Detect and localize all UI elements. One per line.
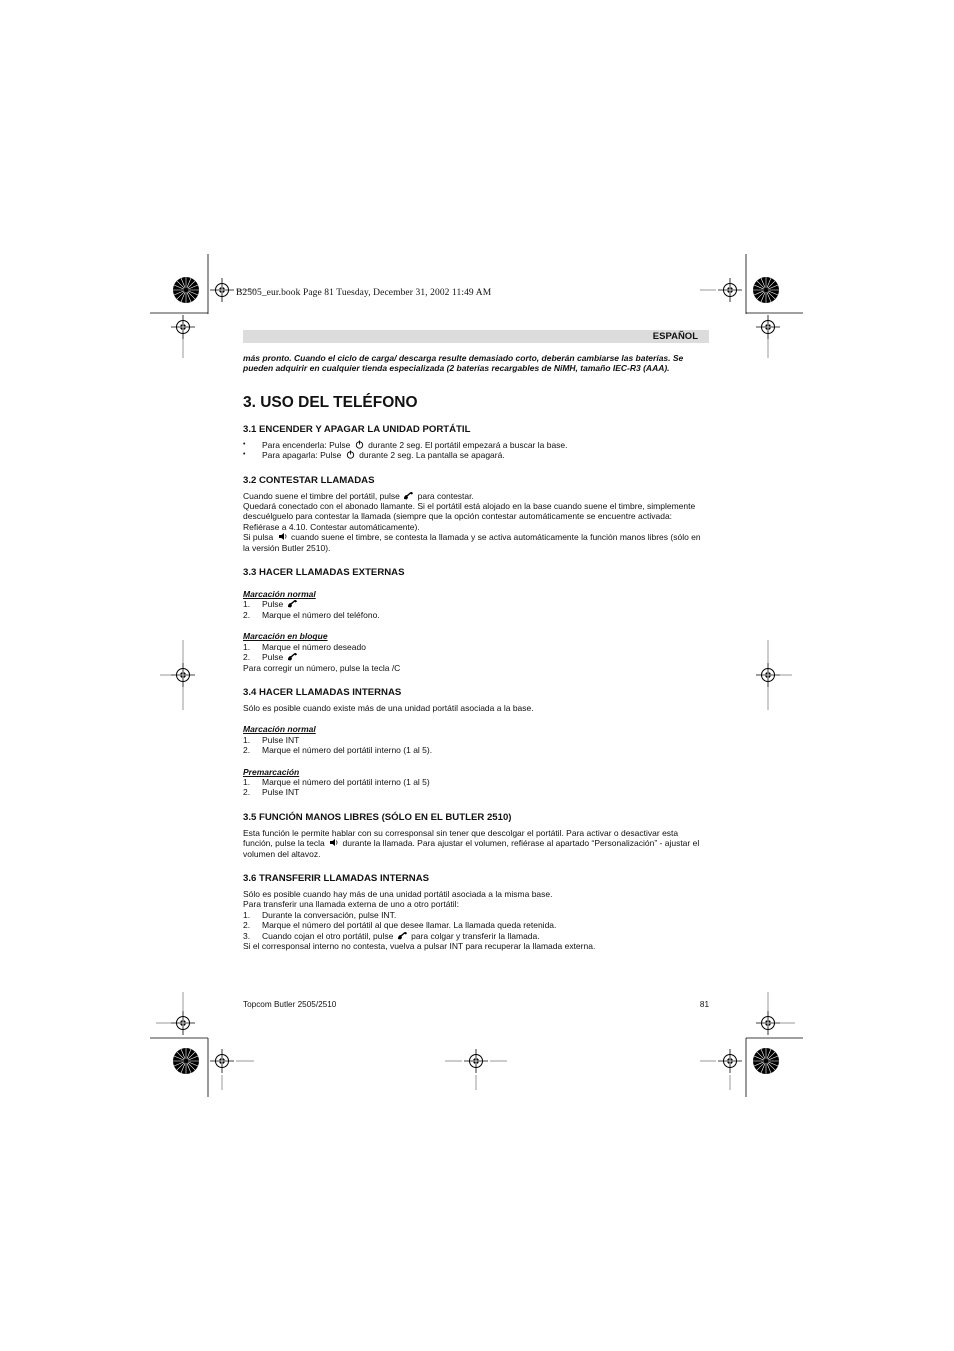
paragraph: Esta función le permite hablar con su corresponsal sin tener que descolgar el portátil. Para activar o desactivar esta función, pulse la tecla durante la llamada. Para ajustar el volumen, refiérase al apartado “Personalización” - ajustar el volumen del altavoz. (243, 827, 700, 859)
list-item: 1. Marque el número deseado (243, 641, 366, 652)
list-item: 1. Pulse (243, 599, 709, 609)
handset-key-icon (397, 931, 408, 940)
print-header: B2505_eur.book Page 81 Tuesday, December 31, 2002 11:49 AM (236, 288, 492, 298)
power-key-icon (354, 440, 365, 449)
language-bar (243, 330, 709, 343)
star-target-bottom-left (173, 1048, 199, 1074)
steps-list (243, 642, 709, 663)
subheading-marcacion-normal: Marcación normal (243, 589, 316, 600)
list-item: 1. Pulse INT (243, 734, 300, 745)
page-title: 3. USO DEL TELÉFONO (243, 393, 418, 411)
steps-list (243, 777, 709, 798)
list-item: 2. Marque el número del portátil al que desee llamar. La llamada queda retenida. (243, 920, 557, 931)
paragraph: Quedará conectado con el abonado llamante. Si el portátil está alojado en la base cuando suene el timbre, simplemente descuélguelo para contestar la llamada (siempre que la opción contestar automáticamente se encuentre activada: Refiérase a 4.10. Contestar automáticamente). (243, 501, 696, 532)
paragraph: Si pulsa cuando suene el timbre, se contesta la llamada y se activa automáticamente la función manos libres (sólo en la versión Butler 2510). (243, 532, 701, 553)
paragraph: Sólo es posible cuando existe más de una unidad portátil asociada a la base. (243, 702, 534, 713)
list-item: 2. Marque el número del portátil interno (1 al 5). (243, 745, 433, 756)
page-content (243, 353, 709, 951)
handset-key-icon (403, 491, 414, 500)
power-bullets (243, 440, 709, 461)
list-item: 3. Cuando cojan el otro portátil, pulse para colgar y transferir la llamada. (243, 930, 540, 941)
section-heading-3-5: 3.5 FUNCIÓN MANOS LIBRES (SÓLO EN EL BUTLER 2510) (243, 811, 512, 823)
subheading-premarcacion: Premarcación (243, 766, 300, 777)
section-heading-3-6: 3.6 TRANSFERIR LLAMADAS INTERNAS (243, 872, 430, 884)
footer-product: Topcom Butler 2505/2510 (243, 1000, 337, 1009)
subheading-marcacion-normal: Marcación normal (243, 724, 316, 735)
paragraph: Si el corresponsal interno no contesta, vuelva a pulsar INT para recuperar la llamada externa. (243, 941, 596, 951)
list-item: • Para encenderla: Pulse durante 2 seg. El portátil empezará a buscar la base. (243, 440, 709, 450)
section-heading-3-1: 3.1 ENCENDER Y APAGAR LA UNIDAD PORTÁTIL (243, 423, 471, 435)
power-key-icon (345, 450, 356, 459)
handset-key-icon (287, 652, 298, 661)
star-target-top-right (753, 277, 779, 303)
star-target-bottom-right (753, 1048, 779, 1074)
steps-list (243, 599, 709, 620)
language-label: ESPAÑOL (652, 331, 698, 342)
list-item: 2. Marque el número del teléfono. (243, 609, 380, 620)
list-item: • Para apagarla: Pulse durante 2 seg. La pantalla se apagará. (243, 450, 709, 460)
paragraph: Para corregir un número, pulse la tecla /C (243, 662, 401, 673)
intro-text: más pronto. Cuando el ciclo de carga/ descarga resulte demasiado corto, deberán cambiarse las baterías. Se pueden adquirir en cualquier tienda especializada (2 baterías recargables de NiMH, tamaño IEC-R3 (AAA). (243, 353, 684, 374)
handset-key-icon (287, 599, 298, 608)
list-item: 1. Marque el número del portátil interno (1 al 5) (243, 776, 430, 787)
steps-list (243, 910, 709, 941)
steps-list (243, 735, 709, 756)
paragraph: Sólo es posible cuando hay más de una unidad portátil asociada a la misma base. (243, 888, 553, 899)
section-heading-3-3: 3.3 HACER LLAMADAS EXTERNAS (243, 567, 405, 579)
section-heading-3-4: 3.4 HACER LLAMADAS INTERNAS (243, 686, 402, 698)
paragraph: Cuando suene el timbre del portátil, pulse para contestar. (243, 490, 474, 501)
paragraph: Para transferir una llamada externa de uno a otro portátil: (243, 899, 459, 910)
star-target-top-left (173, 277, 199, 303)
list-item: 1. Durante la conversación, pulse INT. (243, 909, 397, 920)
list-item: 2. Pulse INT (243, 787, 300, 798)
page-number: 81 (699, 1000, 709, 1009)
subheading-marcacion-en-bloque: Marcación en bloque (243, 631, 328, 642)
list-item: 2. Pulse (243, 652, 709, 662)
section-heading-3-2: 3.2 CONTESTAR LLAMADAS (243, 474, 375, 486)
handsfree-key-icon (277, 532, 288, 541)
handsfree-key-icon (328, 838, 339, 847)
